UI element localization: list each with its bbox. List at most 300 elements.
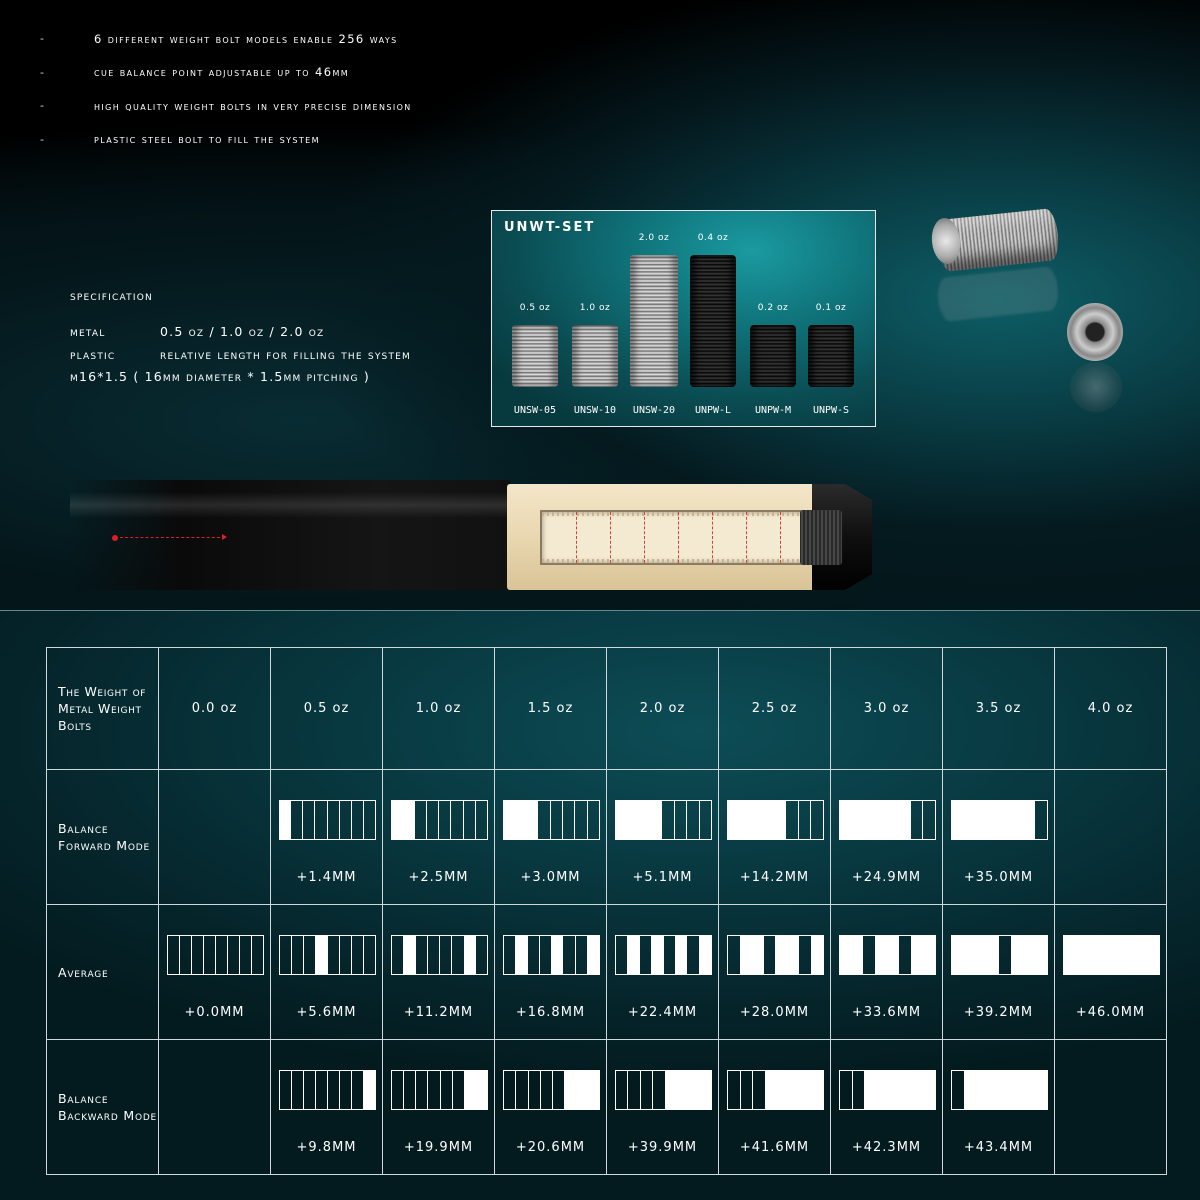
metal-bolt-slot — [751, 801, 763, 839]
plastic-bolt-slot — [741, 1071, 754, 1109]
plastic-bolt-slot — [439, 801, 451, 839]
metal-bolt-slot — [1000, 801, 1012, 839]
bore-division — [610, 512, 611, 563]
bolt-arrangement-gauge — [503, 800, 600, 840]
balance-cell — [831, 905, 943, 1040]
metal-bolt-slot — [651, 801, 663, 839]
balance-shift-value: +39.2MM — [963, 1005, 1034, 1020]
spec-row-metal — [70, 320, 411, 343]
balance-cell — [943, 905, 1055, 1040]
bolt-image — [630, 255, 678, 387]
spec-label: metal — [70, 324, 106, 339]
bolt-arrangement-gauge — [503, 1070, 600, 1110]
plastic-bolt-slot — [516, 1071, 528, 1109]
metal-bolt-slot — [976, 801, 988, 839]
metal-bolt-slot — [964, 936, 976, 974]
bolt-arrangement-gauge — [615, 935, 712, 975]
weight-column-header: 3.0 oz — [831, 648, 943, 770]
plastic-bolt-slot — [304, 936, 316, 974]
plastic-bolt-slot — [476, 801, 487, 839]
balance-cell — [271, 905, 383, 1040]
plastic-bolt-slot — [628, 1071, 640, 1109]
plastic-bolt-slot — [563, 801, 575, 839]
plastic-bolt-slot — [476, 936, 487, 974]
plastic-bolt-slot — [541, 1071, 553, 1109]
metal-bolt-slot — [1123, 936, 1135, 974]
bolt-arrangement-gauge — [839, 800, 936, 840]
metal-bolt-slot — [688, 1071, 699, 1109]
bolt-arrangement-gauge — [615, 1070, 712, 1110]
bullet: - — [40, 65, 44, 79]
metal-bolt-slot — [677, 1071, 688, 1109]
mode-label: Average — [47, 905, 159, 1040]
bolt-image — [572, 325, 618, 387]
plastic-bolt-slot — [453, 1071, 465, 1109]
metal-bolt-slot — [700, 936, 711, 974]
balance-shift-value: +2.5MM — [408, 870, 469, 885]
metal-bolt-slot — [852, 936, 864, 974]
plastic-bolt-slot — [728, 936, 741, 974]
spec-value: 0.5 oz / 1.0 oz / 2.0 oz — [160, 324, 325, 339]
plastic-bolt-slot — [616, 936, 628, 974]
plastic-bolt-slot — [292, 936, 304, 974]
plastic-bolt-slot — [504, 1071, 516, 1109]
spec-row-plastic — [70, 343, 411, 366]
plastic-bolt-slot — [340, 936, 352, 974]
plastic-bolt-slot — [328, 936, 340, 974]
bolt-arrangement-gauge — [839, 935, 936, 975]
bore-division — [678, 512, 679, 563]
bolt-image — [690, 255, 736, 387]
metal-bolt-slot — [1112, 936, 1124, 974]
plastic-bolt-slot — [416, 936, 428, 974]
metal-bolt-slot — [987, 936, 999, 974]
weight-column-header: 1.5 oz — [495, 648, 607, 770]
metal-bolt-slot — [1076, 936, 1088, 974]
balance-cell — [943, 1040, 1055, 1175]
bolt-weight: 0.4 oz — [697, 233, 729, 243]
balance-shift-value: +0.0MM — [184, 1005, 245, 1020]
metal-bolt-slot — [728, 801, 740, 839]
bolt-arrangement-gauge — [391, 800, 488, 840]
cue-joint-screw — [800, 510, 842, 565]
balance-cell — [159, 905, 271, 1040]
metal-bolt-slot — [988, 1071, 1000, 1109]
metal-bolt-slot — [812, 936, 824, 974]
feature-text: cue balance point adjustable up to 46mm — [94, 65, 350, 80]
metal-bolt-slot — [876, 936, 888, 974]
bullet: - — [40, 32, 44, 46]
balance-shift-value: +9.8MM — [296, 1140, 357, 1155]
metal-bolt-slot — [752, 936, 764, 974]
metal-bolt-slot — [628, 801, 640, 839]
plastic-bolt-slot — [616, 1071, 628, 1109]
metal-bolt-slot — [628, 936, 639, 974]
metal-bolt-slot — [1012, 936, 1024, 974]
metal-bolt-slot — [465, 1071, 476, 1109]
feature-item — [40, 22, 412, 56]
weight-column-header: 2.0 oz — [607, 648, 719, 770]
balance-shift-value: +14.2MM — [739, 870, 810, 885]
metal-bolt-slot — [1023, 801, 1035, 839]
bolt-arrangement-gauge — [839, 1070, 936, 1110]
bore-division — [576, 512, 577, 563]
bolt-weight: 0.2 oz — [757, 303, 789, 313]
plastic-bolt-slot — [700, 801, 712, 839]
balance-shift-value: +19.9MM — [403, 1140, 474, 1155]
plastic-bolt-slot — [352, 1071, 364, 1109]
cue-shaft — [70, 480, 510, 590]
bolt-arrangement-gauge — [951, 1070, 1048, 1110]
plastic-bolt-slot — [786, 801, 799, 839]
plastic-bolt-slot — [753, 1071, 766, 1109]
bolt-code: UNPW-L — [694, 405, 732, 416]
bore-division — [746, 512, 747, 563]
balance-shift-value: +42.3MM — [851, 1140, 922, 1155]
plastic-bolt-slot — [328, 801, 340, 839]
plastic-bolt-slot — [799, 936, 812, 974]
balance-cell — [719, 1040, 831, 1175]
plastic-bolt-slot — [304, 1071, 316, 1109]
metal-bolt-slot — [280, 801, 291, 839]
bolt-weight: 0.1 oz — [815, 303, 847, 313]
plastic-bolt-slot — [853, 1071, 866, 1109]
metal-bolt-slot — [988, 801, 1000, 839]
plastic-bolt-slot — [440, 936, 452, 974]
weight-column-header: 0.0 oz — [159, 648, 271, 770]
balance-cell — [159, 770, 271, 905]
plastic-bolt-slot — [328, 1071, 340, 1109]
metal-bolt-slot — [404, 936, 415, 974]
plastic-bolt-slot — [252, 936, 263, 974]
balance-shift-value: +5.1MM — [632, 870, 693, 885]
balance-shift-value: +16.8MM — [515, 1005, 586, 1020]
metal-bolt-slot — [403, 801, 414, 839]
balance-cell — [1055, 1040, 1167, 1175]
balance-cell — [271, 1040, 383, 1175]
bolt-arrangement-gauge — [727, 1070, 824, 1110]
metal-bolt-slot — [789, 1071, 801, 1109]
balance-point-marker — [112, 535, 118, 541]
plastic-bolt-slot — [675, 801, 688, 839]
plastic-bolt-slot — [280, 936, 292, 974]
plastic-bolt-slot — [340, 801, 352, 839]
header-label: The Weight of Metal Weight Bolts — [47, 648, 159, 770]
metal-bolt-slot — [763, 801, 775, 839]
mode-label: Balance Backward Mode — [47, 1040, 159, 1175]
bolt-unsw-05 — [512, 303, 558, 418]
plastic-bolt-slot — [863, 936, 876, 974]
balance-shift-value: +24.9MM — [851, 870, 922, 885]
balance-shift-value: +5.6MM — [296, 1005, 357, 1020]
metal-bolt-slot — [740, 801, 752, 839]
plastic-bolt-slot — [551, 801, 563, 839]
metal-bolt-slot — [652, 936, 663, 974]
bore-thread — [542, 512, 810, 516]
balance-cell — [607, 905, 719, 1040]
metal-bolt-slot — [364, 1071, 375, 1109]
spec-thread: m16*1.5 ( 16mm diameter * 1.5mm pitching ) — [70, 368, 370, 384]
metal-bolt-slot — [666, 1071, 677, 1109]
plastic-bolt-slot — [352, 936, 364, 974]
unwt-set-panel — [491, 210, 876, 427]
plastic-bolt-slot — [364, 801, 375, 839]
balance-shift-value: +33.6MM — [851, 1005, 922, 1020]
plastic-bolt-slot — [529, 1071, 541, 1109]
balance-cell — [607, 1040, 719, 1175]
bolt-image — [512, 325, 558, 387]
metal-bolt-slot — [900, 1071, 912, 1109]
metal-bolt-slot — [852, 801, 864, 839]
metal-bolt-slot — [577, 1071, 588, 1109]
balance-cell — [495, 905, 607, 1040]
weight-column-header: 1.0 oz — [383, 648, 495, 770]
bore-division — [644, 512, 645, 563]
metal-bolt-slot — [899, 801, 911, 839]
plastic-bolt-slot — [415, 801, 427, 839]
metal-bolt-slot — [504, 801, 515, 839]
bolt-arrangement-gauge — [951, 935, 1048, 975]
plastic-bolt-slot — [640, 936, 652, 974]
bolt-unsw-10 — [572, 303, 618, 418]
bolt-image — [808, 325, 854, 387]
balance-cell — [607, 770, 719, 905]
metal-bolt-slot — [515, 801, 526, 839]
specification-title: specification — [70, 288, 153, 303]
bullet: - — [40, 132, 44, 146]
plastic-bolt-slot — [291, 801, 303, 839]
metal-bolt-slot — [1088, 936, 1100, 974]
bolt-arrangement-gauge — [167, 935, 264, 975]
plastic-bolt-slot — [427, 801, 439, 839]
bolt-image — [750, 325, 796, 387]
metal-bolt-slot — [776, 936, 788, 974]
bolt-arrangement-gauge — [279, 800, 376, 840]
plastic-bolt-slot — [340, 1071, 352, 1109]
plastic-bolt-slot — [528, 936, 540, 974]
plastic-bolt-slot — [316, 1071, 328, 1109]
plastic-bolt-slot — [923, 801, 935, 839]
plastic-bolt-slot — [192, 936, 204, 974]
metal-bolt-slot — [1024, 1071, 1036, 1109]
specification-block — [70, 288, 411, 386]
table-header-row — [47, 648, 1167, 770]
plastic-bolt-slot — [428, 936, 440, 974]
plastic-bolt-slot — [303, 801, 315, 839]
balance-shift-value: +46.0MM — [1075, 1005, 1146, 1020]
feature-item — [40, 56, 412, 90]
metal-bolt-slot — [1147, 936, 1159, 974]
balance-cell — [495, 770, 607, 905]
metal-bolt-slot — [1011, 801, 1023, 839]
balance-cell — [831, 770, 943, 905]
metal-bolt-slot — [527, 801, 538, 839]
plastic-bolt-slot — [392, 1071, 404, 1109]
balance-cell — [159, 1040, 271, 1175]
plastic-bolt-slot — [728, 1071, 741, 1109]
metal-bolt-slot — [775, 801, 787, 839]
metal-bolt-slot — [964, 801, 976, 839]
plastic-bolt-slot — [204, 936, 216, 974]
plastic-bolt-slot — [799, 801, 812, 839]
weight-column-header: 3.5 oz — [943, 648, 1055, 770]
plastic-bolt-slot — [764, 936, 777, 974]
balance-cell — [495, 1040, 607, 1175]
balance-shift-value: +41.6MM — [739, 1140, 810, 1155]
plastic-bolt-slot — [168, 936, 180, 974]
plastic-bolt-slot — [641, 1071, 653, 1109]
feature-text: 6 different weight bolt models enable 256 ways — [94, 31, 398, 46]
metal-bolt-slot — [977, 1071, 989, 1109]
bolt-weight: 1.0 oz — [579, 303, 611, 313]
bolt-code: UNSW-20 — [632, 405, 676, 416]
metal-bolt-slot — [588, 936, 599, 974]
metal-bolt-slot — [912, 936, 924, 974]
metal-bolt-slot — [1064, 936, 1076, 974]
metal-bolt-slot — [741, 936, 753, 974]
plastic-bolt-slot — [504, 936, 516, 974]
balance-cell — [719, 770, 831, 905]
metal-bolt-slot — [392, 801, 403, 839]
metal-bolt-slot — [1035, 1071, 1047, 1109]
plastic-bolt-slot — [840, 1071, 853, 1109]
mode-label: Balance Forward Mode — [47, 770, 159, 905]
metal-bolt-slot — [877, 1071, 889, 1109]
bolt-arrangement-gauge — [951, 800, 1048, 840]
metal-bolt-slot — [616, 801, 628, 839]
plastic-bolt-slot — [952, 1071, 965, 1109]
metal-bolt-slot — [875, 801, 887, 839]
metal-bolt-slot — [952, 801, 964, 839]
balance-cell — [383, 1040, 495, 1175]
plastic-bolt-slot — [664, 936, 676, 974]
bore-division — [780, 512, 781, 563]
plastic-bolt-slot — [563, 936, 575, 974]
metal-bolt-slot — [565, 1071, 576, 1109]
metal-bolt-slot — [788, 936, 800, 974]
bolt-arrangement-gauge — [615, 800, 712, 840]
plastic-bolt-slot — [428, 1071, 440, 1109]
metal-bolt-slot — [864, 801, 876, 839]
plastic-bolt-slot — [240, 936, 252, 974]
balance-cell — [383, 905, 495, 1040]
balance-table — [46, 647, 1167, 1175]
balance-cell — [943, 770, 1055, 905]
balance-shift-value: +35.0MM — [963, 870, 1034, 885]
plastic-bolt-slot — [899, 936, 912, 974]
weight-column-header: 2.5 oz — [719, 648, 831, 770]
balance-shift-value: +20.6MM — [515, 1140, 586, 1155]
balance-cell — [1055, 905, 1167, 1040]
metal-bolt-slot — [1000, 1071, 1012, 1109]
plastic-bolt-slot — [228, 936, 240, 974]
balance-cell — [1055, 770, 1167, 905]
bolt-unsw-20 — [630, 233, 678, 418]
metal-bolt-slot — [639, 801, 651, 839]
bolt-code: UNSW-10 — [573, 405, 617, 416]
plastic-bolt-slot — [811, 801, 823, 839]
metal-bolt-slot — [465, 936, 476, 974]
spec-label: plastic — [70, 347, 116, 362]
metal-bolt-slot — [552, 936, 563, 974]
balance-cell — [831, 1040, 943, 1175]
plastic-bolt-slot — [216, 936, 228, 974]
metal-bolt-slot — [1135, 936, 1147, 974]
feature-item — [40, 123, 412, 157]
plastic-bolt-slot — [280, 1071, 292, 1109]
plastic-bolt-slot — [1035, 801, 1047, 839]
bolt-arrangement-gauge — [727, 935, 824, 975]
plastic-bolt-slot — [180, 936, 192, 974]
balance-shift-value: +3.0MM — [520, 870, 581, 885]
table-row — [47, 770, 1167, 905]
metal-bolt-slot — [800, 1071, 812, 1109]
metal-bolt-slot — [965, 1071, 977, 1109]
bore-division — [712, 512, 713, 563]
metal-bolt-slot — [766, 1071, 778, 1109]
bolt-code: UNSW-05 — [513, 405, 557, 416]
table-row — [47, 905, 1167, 1040]
plastic-bolt-slot — [315, 801, 327, 839]
metal-bolt-slot — [676, 936, 687, 974]
metal-bolt-slot — [976, 936, 988, 974]
feature-text: plastic steel bolt to fill the system — [94, 132, 320, 147]
metal-bolt-slot — [700, 1071, 711, 1109]
metal-bolt-slot — [887, 801, 899, 839]
metal-bolt-slot — [1035, 936, 1047, 974]
plastic-bolt-slot — [464, 801, 476, 839]
metal-bolt-slot — [1100, 936, 1112, 974]
metal-bolt-slot — [840, 801, 852, 839]
plastic-bolt-slot — [540, 936, 552, 974]
plastic-bolt-slot — [364, 936, 375, 974]
metal-bolt-slot — [1012, 1071, 1024, 1109]
bolt-arrangement-gauge — [1063, 935, 1160, 975]
plastic-bolt-slot — [588, 801, 599, 839]
metal-bolt-slot — [840, 936, 852, 974]
plastic-bolt-slot — [662, 801, 675, 839]
feature-text: high quality weight bolts in very precise dimension — [94, 98, 412, 113]
bolt-arrangement-gauge — [727, 800, 824, 840]
plastic-bolt-slot — [441, 1071, 453, 1109]
metal-bolt-slot — [516, 936, 527, 974]
metal-bolt-slot — [1024, 936, 1036, 974]
bolt-unpw-m — [750, 303, 796, 418]
metal-bolt-slot — [316, 936, 327, 974]
bolt-unpw-l — [690, 233, 736, 418]
metal-bolt-slot — [476, 1071, 487, 1109]
plastic-bolt-slot — [352, 801, 364, 839]
unwt-set-title: UNWT-SET — [504, 220, 596, 235]
weight-column-header: 4.0 oz — [1055, 648, 1167, 770]
bolt-reflection — [936, 266, 1060, 322]
metal-bolt-slot — [888, 936, 900, 974]
bore-thread — [542, 559, 810, 563]
weight-column-header: 0.5 oz — [271, 648, 383, 770]
spec-value: relative length for filling the system — [160, 347, 411, 362]
metal-bolt-slot — [812, 1071, 824, 1109]
bolt-reflection — [1070, 362, 1122, 412]
plastic-bolt-slot — [416, 1071, 428, 1109]
plastic-bolt-slot — [538, 801, 550, 839]
feature-item — [40, 89, 412, 123]
balance-shift-value: +39.9MM — [627, 1140, 698, 1155]
bolt-code: UNPW-S — [812, 405, 850, 416]
plastic-bolt-slot — [653, 1071, 665, 1109]
balance-cell — [271, 770, 383, 905]
bolt-unpw-s — [808, 303, 854, 418]
metal-bolt-slot — [889, 1071, 901, 1109]
